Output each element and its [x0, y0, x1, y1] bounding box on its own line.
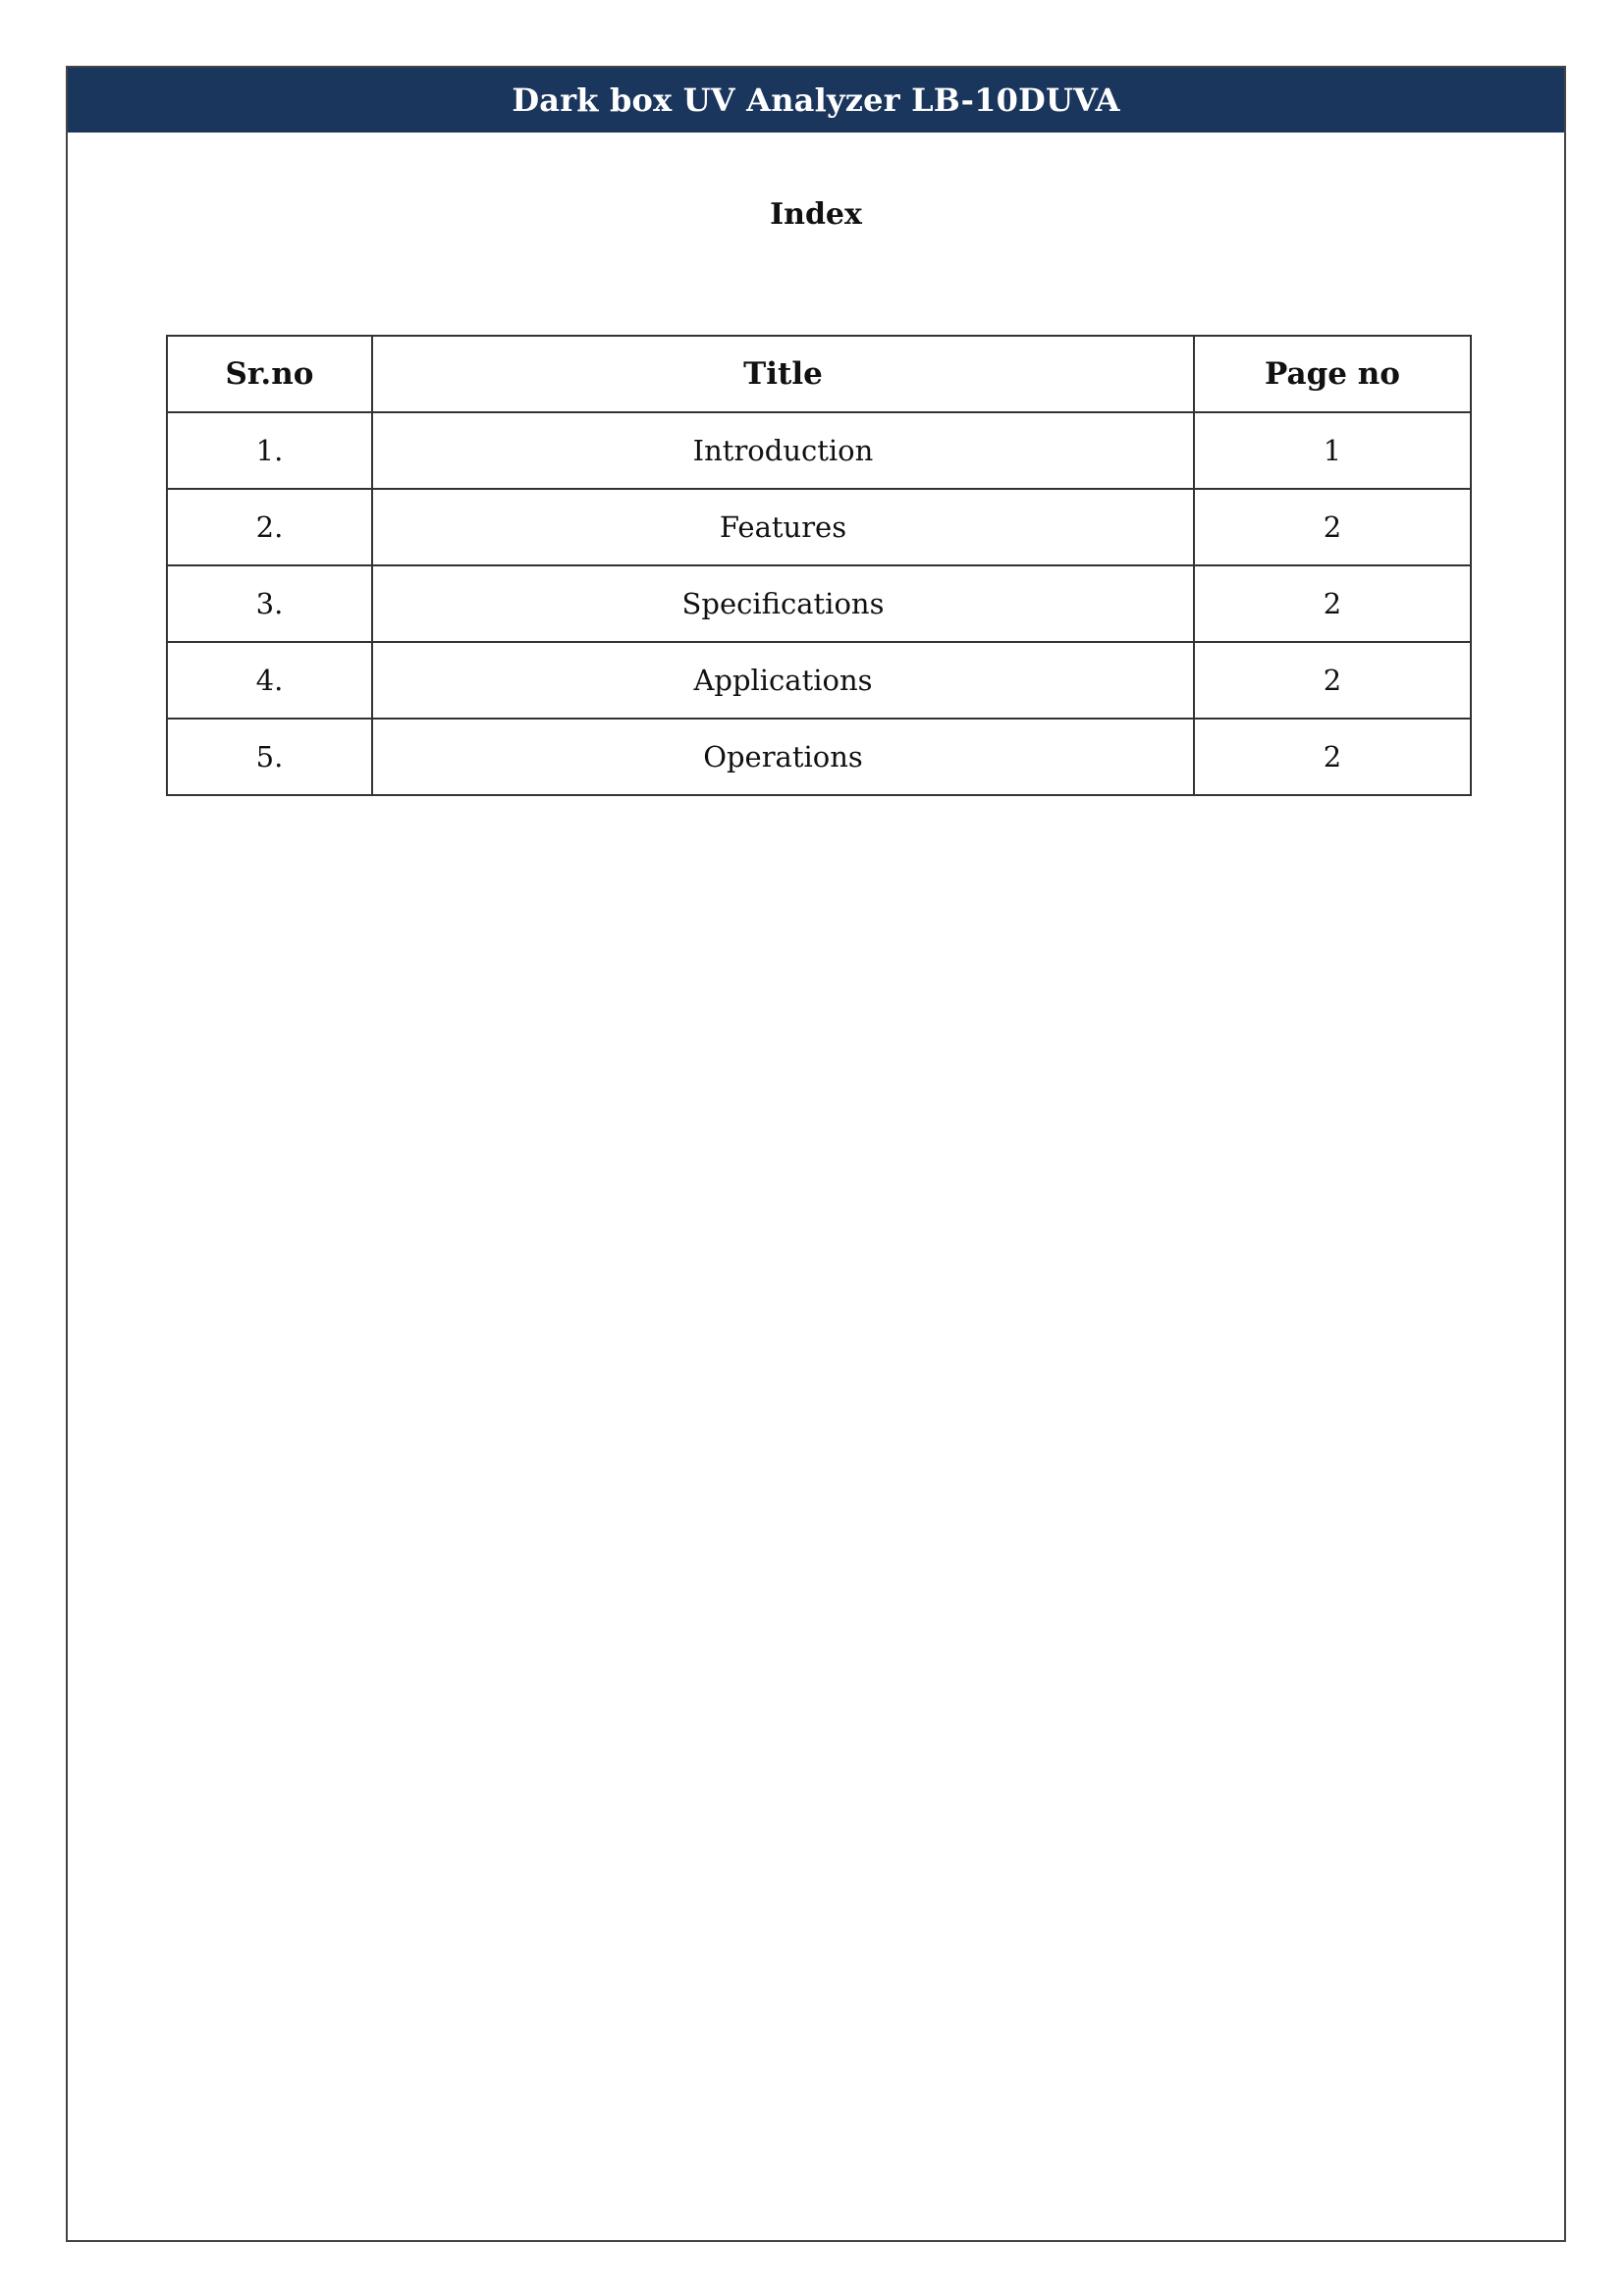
- title-cell: Features: [372, 489, 1194, 565]
- table-row: [167, 489, 1471, 565]
- page-no-cell: 2: [1194, 489, 1471, 565]
- table-row: [167, 642, 1471, 719]
- sr-no-cell: 2.: [167, 489, 372, 565]
- page-no-cell: 2: [1194, 719, 1471, 795]
- table-header-row: [167, 336, 1471, 412]
- title-cell: Operations: [372, 719, 1194, 795]
- sr-no-cell: 3.: [167, 565, 372, 642]
- page-no-cell: 1: [1194, 412, 1471, 489]
- sr-no-cell: 5.: [167, 719, 372, 795]
- column-header-title: Title: [372, 336, 1194, 412]
- table-row: [167, 412, 1471, 489]
- page-frame: [66, 66, 1566, 2242]
- table-row: [167, 719, 1471, 795]
- index-heading: Index: [770, 197, 862, 232]
- page-no-cell: 2: [1194, 565, 1471, 642]
- document-title: Dark box UV Analyzer LB-10DUVA: [512, 81, 1120, 119]
- title-cell: Introduction: [372, 412, 1194, 489]
- column-header-page-no: Page no: [1194, 336, 1471, 412]
- page-no-cell: 2: [1194, 642, 1471, 719]
- title-cell: Specifications: [372, 565, 1194, 642]
- table-row: [167, 565, 1471, 642]
- header-bar: [68, 68, 1564, 133]
- index-table: [166, 335, 1472, 796]
- title-cell: Applications: [372, 642, 1194, 719]
- column-header-sr-no: Sr.no: [167, 336, 372, 412]
- sr-no-cell: 1.: [167, 412, 372, 489]
- sr-no-cell: 4.: [167, 642, 372, 719]
